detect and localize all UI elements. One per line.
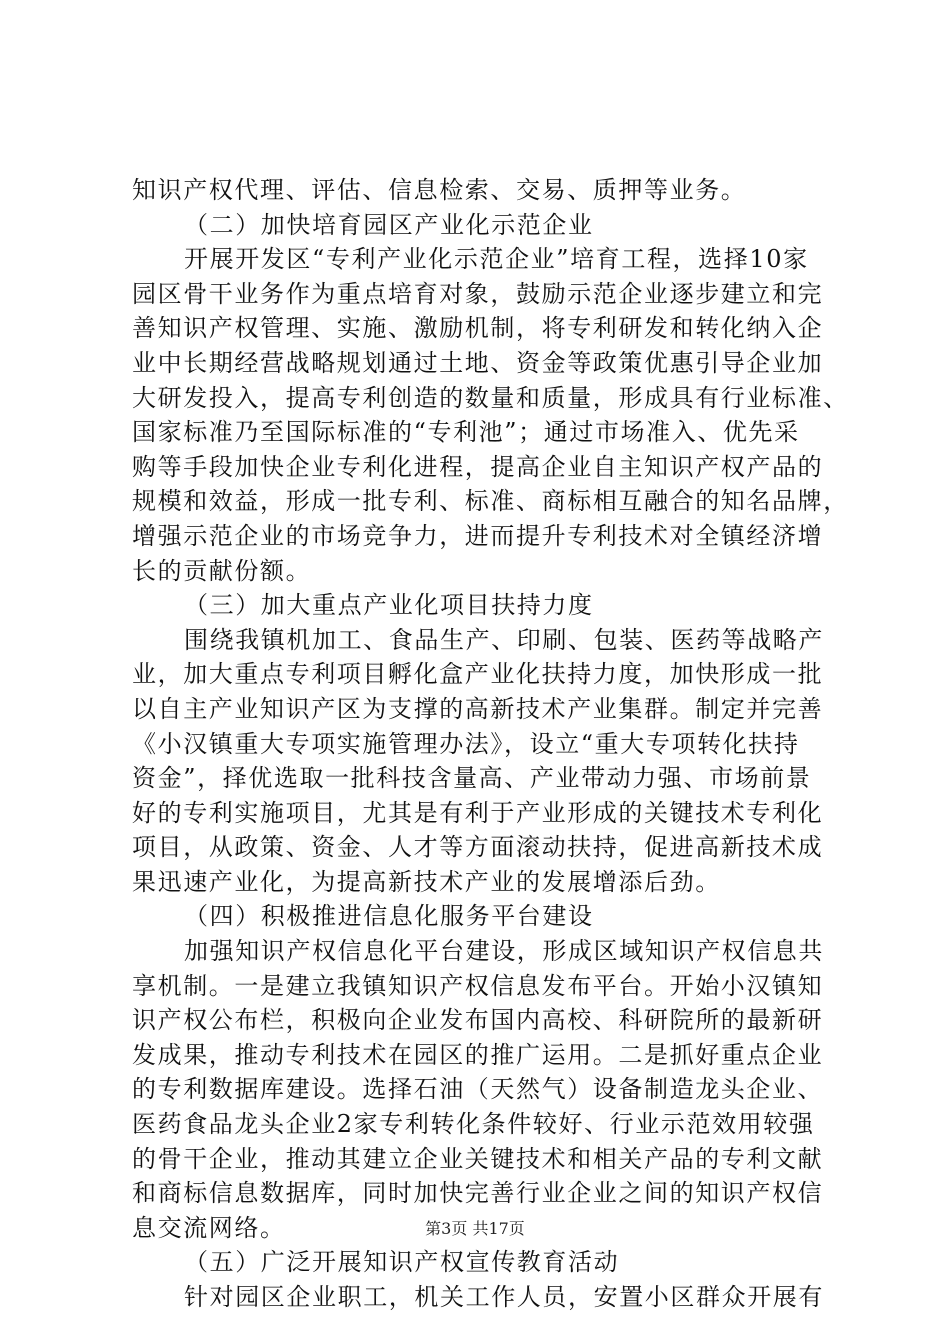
section-heading: （五）广泛开展知识产权宣传教育活动 [184, 1248, 620, 1277]
text-line: 以自主产业知识产区为支撑的高新技术产业集群。制定并完善 [132, 694, 824, 723]
text-line: 针对园区企业职工，机关工作人员，安置小区群众开展有 [184, 1283, 824, 1311]
text-line: 善知识产权管理、实施、激励机制，将专利研发和转化纳入企 [132, 314, 824, 343]
text-line: 的骨干企业，推动其建立企业关键技术和相关产品的专利文献 [132, 1144, 824, 1173]
text-line: 息交流网络。 [132, 1213, 286, 1242]
text-line: 果迅速产业化，为提高新技术产业的发展增添后劲。 [132, 867, 721, 896]
text-line: 围绕我镇机加工、食品生产、印刷、包装、医药等战略产 [184, 625, 824, 654]
text-line: 资金”，择优选取一批科技含量高、产业带动力强、市场前景 [132, 764, 812, 793]
text-line: 知识产权代理、评估、信息检索、交易、质押等业务。 [132, 176, 747, 204]
text-line: 大研发投入，提高专利创造的数量和质量，形成具有行业标准、 [132, 383, 849, 412]
text-line: 开展开发区“专利产业化示范企业”培育工程，选择10家 [184, 245, 809, 274]
text-line: 和商标信息数据库，同时加快完善行业企业之间的知识产权信 [132, 1179, 824, 1208]
text-line: 业，加大重点专利项目孵化盒产业化扶持力度，加快形成一批 [132, 660, 824, 689]
text-line: 好的专利实施项目，尤其是有利于产业形成的关键技术专利化 [132, 798, 824, 827]
text-line: 增强示范企业的市场竞争力，进而提升专利技术对全镇经济增 [132, 521, 824, 550]
text-line: 享机制。一是建立我镇知识产权信息发布平台。开始小汉镇知 [132, 971, 824, 1000]
text-line: 识产权公布栏，积极向企业发布国内高校、科研院所的最新研 [132, 1006, 824, 1035]
text-line: 购等手段加快企业专利化进程，提高企业自主知识产权产品的 [132, 452, 824, 481]
text-line: 业中长期经营战略规划通过土地、资金等政策优惠引导企业加 [132, 348, 824, 377]
text-line: 项目，从政策、资金、人才等方面滚动扶持，促进高新技术成 [132, 833, 824, 862]
text-line: 规模和效益，形成一批专利、标准、商标相互融合的知名品牌， [132, 487, 849, 516]
page-footer: 第3页 共17页 [425, 1219, 525, 1238]
text-line: 医药食品龙头企业2家专利转化条件较好、行业示范效用较强 [132, 1110, 815, 1139]
text-line: 长的贡献份额。 [132, 556, 312, 585]
text-line: 国家标准乃至国际标准的“专利池”；通过市场准入、优先采 [132, 418, 800, 447]
text-line: 的专利数据库建设。选择石油（天然气）设备制造龙头企业、 [132, 1075, 824, 1104]
section-heading: （四）积极推进信息化服务平台建设 [184, 902, 594, 931]
document-body [132, 173, 849, 1315]
text-line: 《小汉镇重大专项实施管理办法》，设立“重大专项转化扶持 [132, 729, 800, 758]
section-heading: （三）加大重点产业化项目扶持力度 [184, 591, 594, 620]
text-line: 加强知识产权信息化平台建设，形成区域知识产权信息共 [184, 937, 824, 966]
text-line: 园区骨干业务作为重点培育对象，鼓励示范企业逐步建立和完 [132, 279, 824, 308]
text-line: 发成果，推动专利技术在园区的推广运用。二是抓好重点企业 [132, 1040, 824, 1069]
section-heading: （二）加快培育园区产业化示范企业 [184, 210, 594, 239]
